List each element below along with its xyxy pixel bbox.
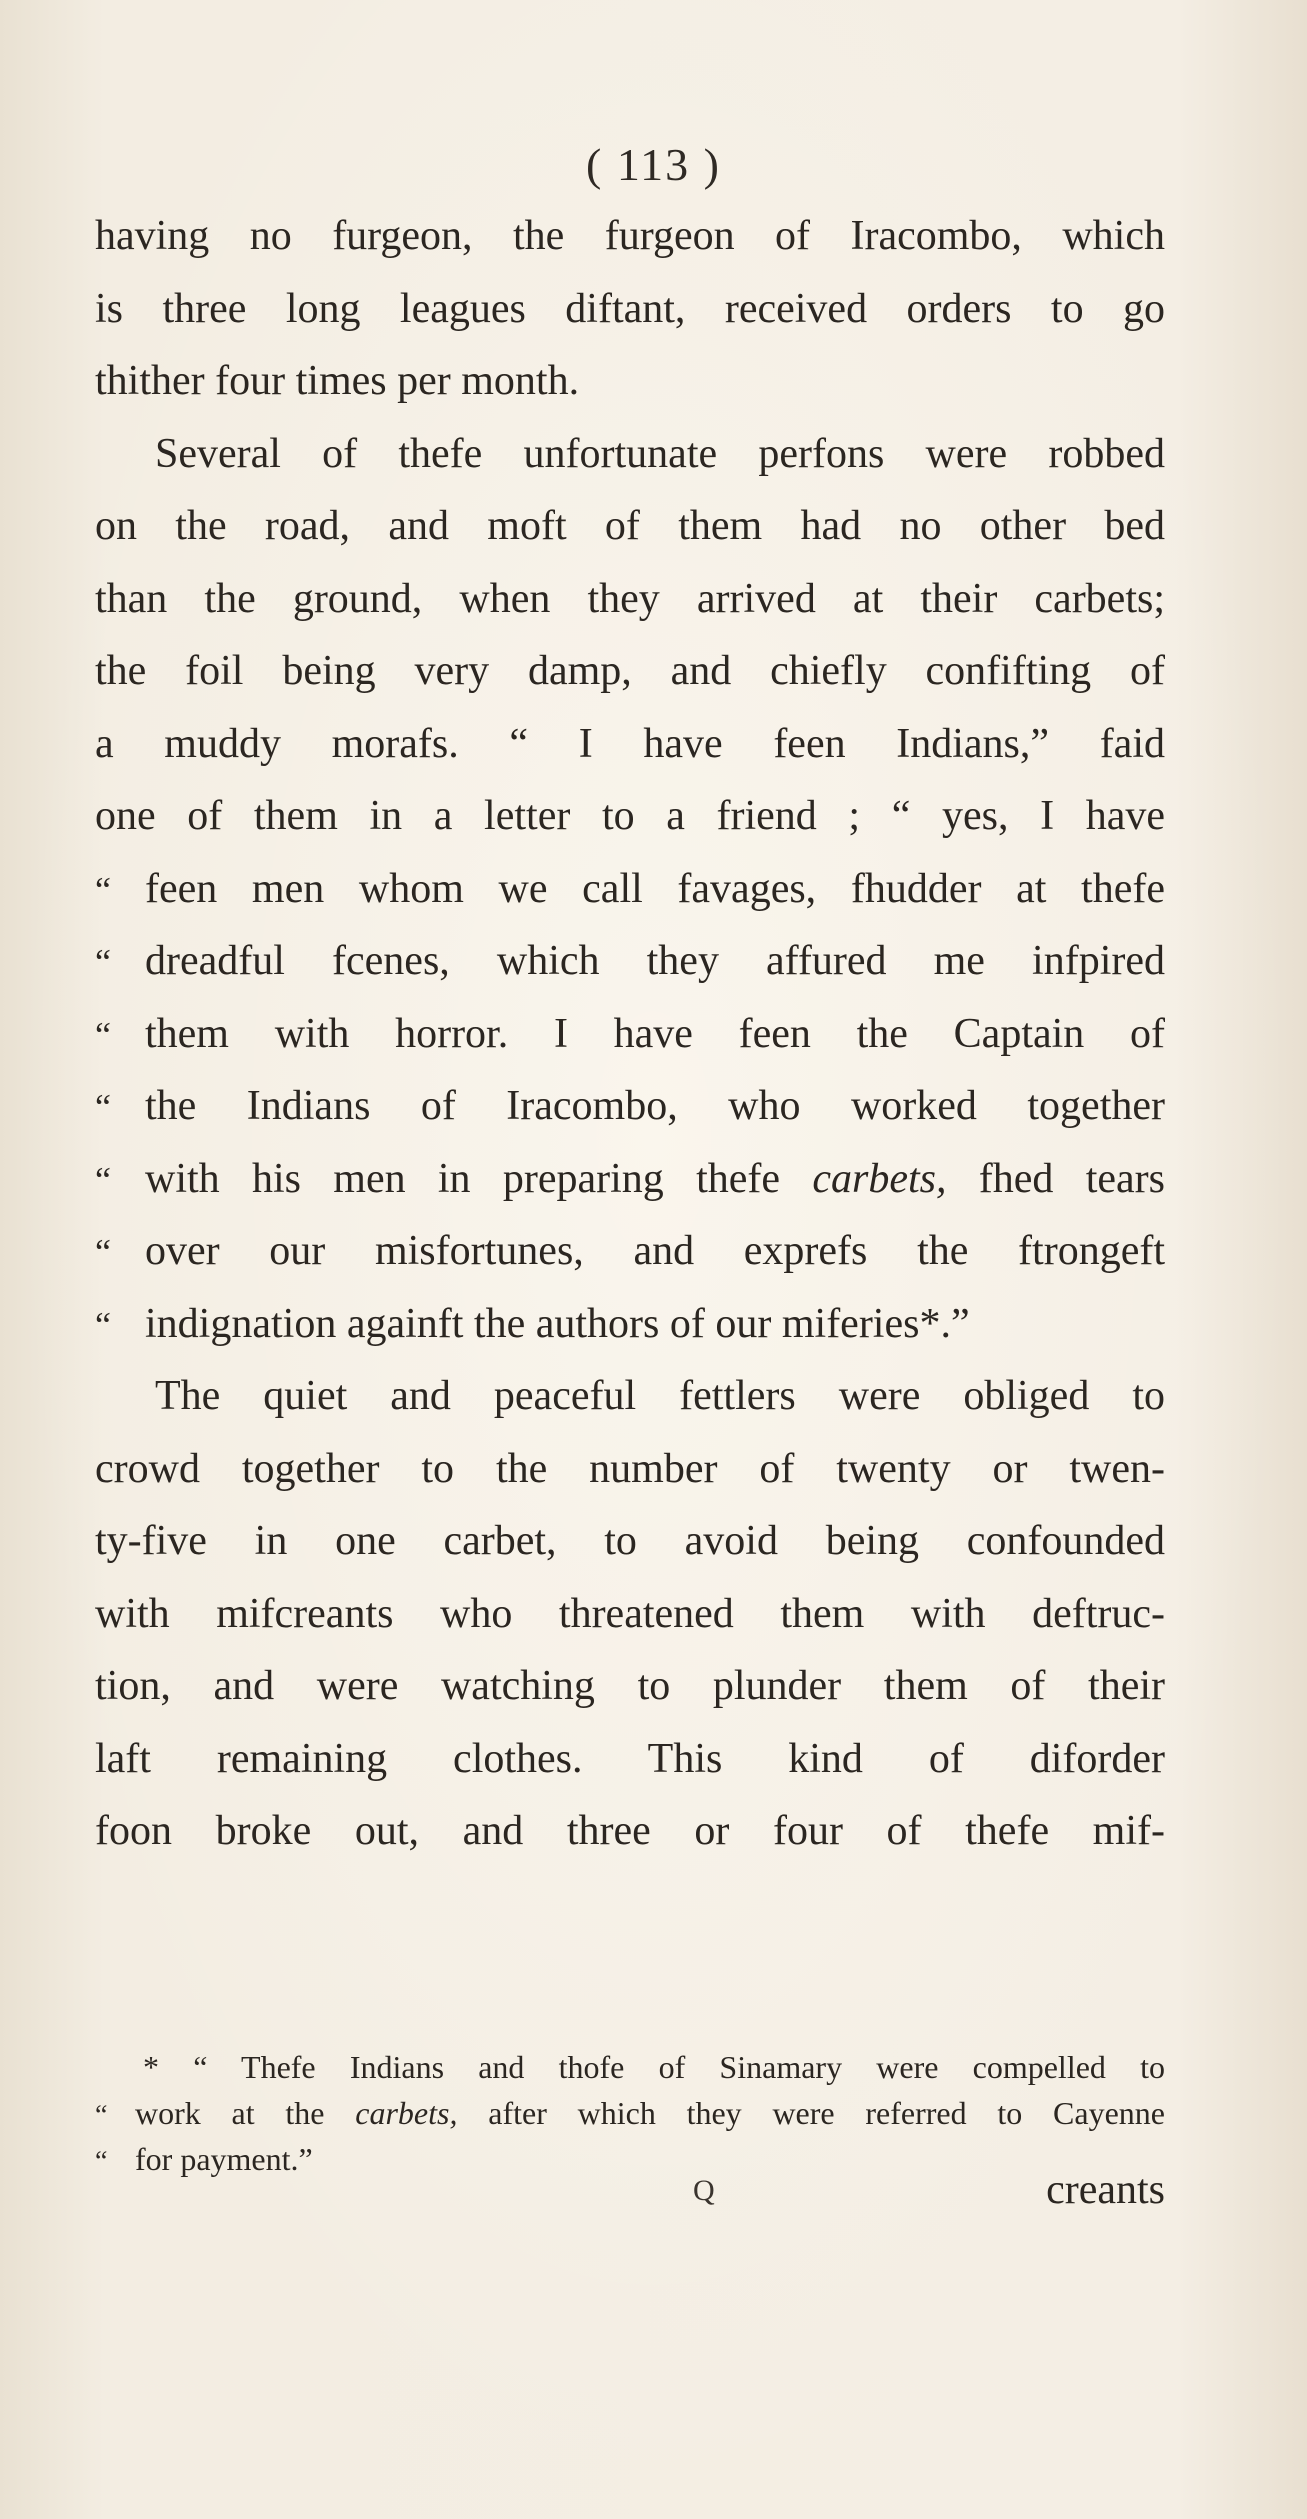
text-line: ty-five in one carbet, to avoid being confounded [95,1518,1165,1564]
quote-mark: “ [95,2100,108,2131]
quoted-line [95,853,1165,926]
main-text [95,200,1165,1868]
text-line: indignation againft the authors of our miferies*.” [145,1300,970,1347]
text-line: tion, and were watching to plunder them of their [95,1663,1165,1709]
text-line: thither four times per month. [95,358,580,404]
quote-mark: “ [95,1304,111,1345]
quoted-line [95,1070,1165,1143]
quoted-line [95,925,1165,998]
text-line: them with horror. I have feen the Captain of [145,1010,1165,1057]
footnote-line: “ for payment.” [95,2136,1165,2182]
quoted-line [95,1288,1165,1361]
footnote [95,2044,1165,2182]
text-line: laft remaining clothes. This kind of diforder [95,1735,1165,1782]
text-line: having no furgeon, the furgeon of Iracombo, which [95,213,1165,259]
text-line: with mifcreants who threatened them with deftruc- [95,1590,1165,1637]
text-line: The quiet and peaceful fettlers were obliged to [155,1373,1165,1419]
text-line: the foil being very damp, and chiefly confifting of [95,648,1165,694]
text-line: on the road, and moft of them had no other bed [95,503,1165,549]
quoted-line [95,1143,1165,1216]
italic-word: carbets, [355,2095,458,2131]
quoted-line [95,1215,1165,1288]
text-line: Several of thefe unfortunate perfons were robbed [155,430,1165,477]
page-footer [95,2166,1165,2226]
quote-mark: “ [95,2146,108,2177]
quote-mark: “ [95,1014,111,1055]
text-line: with his men in preparing thefe [145,1155,813,1202]
quote-mark: “ [95,1232,111,1272]
text-line: the Indians of Iracombo, who worked together [145,1083,1165,1129]
text-line: over our misfortunes, and exprefs the ftrongeft [145,1228,1165,1274]
footnote-line: “ work at the carbets, after which they were referred to Cayenne [95,2090,1165,2136]
quote-mark: “ [95,942,111,982]
text-line: a muddy morafs. “ I have feen Indians,” faid [95,720,1165,767]
text-line: fhed tears [946,1155,1165,1202]
footnote-line: * “ Thefe Indians and thofe of Sinamary were compelled to [143,2049,1165,2085]
text-line: one of them in a letter to a friend ; “ yes, I have [95,793,1165,839]
text-line: foon broke out, and three or four of thefe mif- [95,1808,1165,1854]
text-line: crowd together to the number of twenty or twen- [95,1445,1165,1492]
text-line: feen men whom we call favages, fhudder at thefe [145,865,1165,912]
italic-word: carbets, [812,1155,947,1202]
quote-mark: “ [95,1159,111,1200]
signature-mark: Q [693,2174,715,2207]
quoted-line [95,998,1165,1071]
quote-mark: “ [95,869,111,910]
text-line: is three long leagues diftant, received orders to go [95,285,1165,332]
text-line: than the ground, when they arrived at their carbets; [95,575,1165,622]
catchword: creants [1046,2167,1165,2213]
text-line: dreadful fcenes, which they affured me infpired [145,938,1165,984]
page-number: ( 113 ) [586,139,721,190]
quote-mark: “ [95,1087,111,1127]
